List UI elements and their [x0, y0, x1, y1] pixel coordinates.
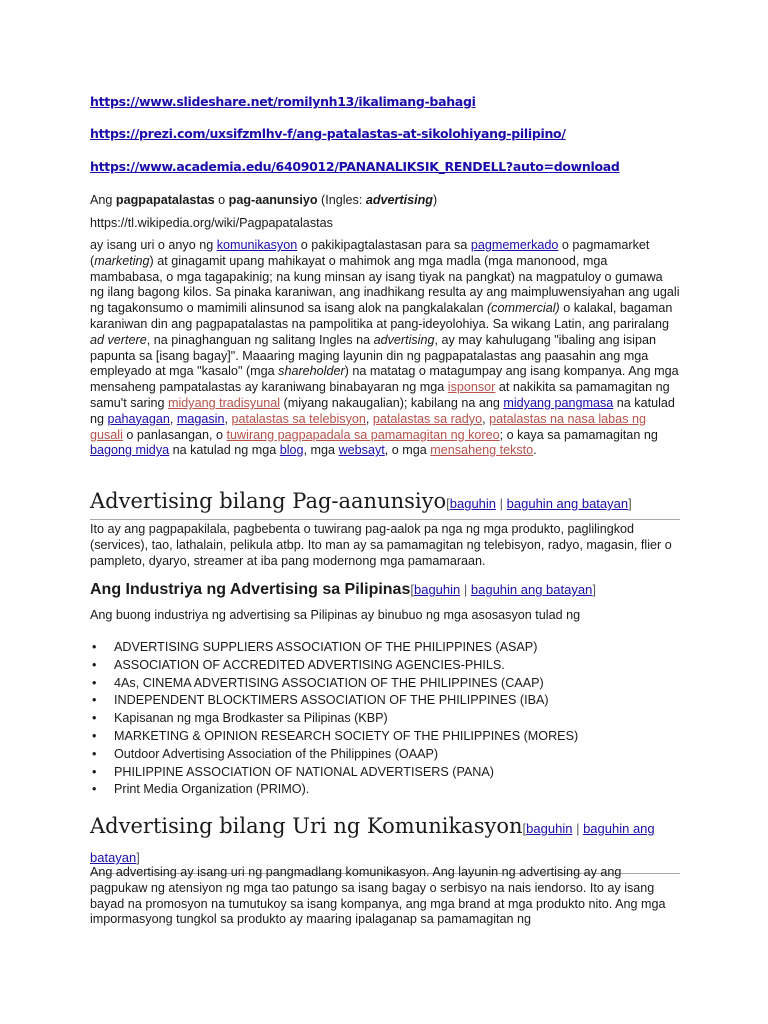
section-title: Advertising bilang Pag-aanunsiyo — [90, 489, 447, 513]
section-title: Ang Industriya ng Advertising sa Pilipinas — [90, 581, 411, 598]
link-midyang-pangmasa[interactable]: midyang pangmasa — [503, 395, 614, 410]
link-patalastas-radyo[interactable]: patalastas sa radyo — [372, 411, 483, 426]
link-blog[interactable]: blog — [279, 443, 304, 458]
source-link-slideshare[interactable]: https://www.slideshare.net/romilynh13/ikalimang-bahagi — [90, 94, 476, 109]
list-item: • PHILIPPINE ASSOCIATION OF NATIONAL ADVERTISERS (PANA) — [90, 764, 690, 782]
link-pagmemerkado[interactable]: pagmemerkado — [470, 238, 559, 252]
association-list — [90, 639, 690, 799]
term-pag-aanunsiyo: pag-aanunsiyo — [228, 193, 318, 207]
link-komunikasyon[interactable]: komunikasyon — [216, 238, 298, 252]
section2-paragraph: Ang buong industriya ng advertising sa Pilipinas ay binubuo ng mga asosasyon tulad ng — [90, 608, 581, 622]
edit-links: [baguhin | baguhin ang batayan] — [410, 582, 596, 597]
list-item: • Kapisanan ng mga Brodkaster sa Pilipinas (KBP) — [90, 710, 690, 728]
source-link-academia[interactable]: https://www.academia.edu/6409012/PANANALIKSIK_RENDELL?auto=download — [90, 159, 620, 174]
list-item: • ADVERTISING SUPPLIERS ASSOCIATION OF THE PHILIPPINES (ASAP) — [90, 639, 690, 657]
list-item: • INDEPENDENT BLOCKTIMERS ASSOCIATION OF THE PHILIPPINES (IBA) — [90, 692, 690, 710]
section-heading-pag-aanunsiyo — [90, 488, 680, 520]
section1-paragraph: Ito ay ang pagpapakilala, pagbebenta o tuwirang pag-aalok pa nga ng mga produkto, paglilingkod (services), tao, lathalain, pelikula atbp. Ito man ay sa pamamagitan ng telebisyon, radyo, magasin, flier o pampleto, dyaryo, streamer at iba pang modernong mga pamamaraan. — [90, 522, 672, 568]
list-item: • ASSOCIATION OF ACCREDITED ADVERTISING AGENCIES-PHILS. — [90, 657, 690, 675]
edit-link[interactable]: baguhin — [526, 821, 573, 836]
list-item: • MARKETING & OPINION RESEARCH SOCIETY OF THE PHILIPPINES (MORES) — [90, 728, 690, 746]
edit-links: [baguhin | baguhin ang batayan] — [90, 821, 655, 865]
section-heading-industriya — [90, 579, 680, 601]
term-pagpapatalastas: pagpapatalastas — [115, 193, 215, 207]
list-item: • Print Media Organization (PRIMO). — [90, 781, 690, 799]
section3-paragraph: Ang advertising ay isang uri ng pangmadlang komunikasyon. Ang layunin ng advertising ay ang pagpukaw ng atensiyon ng mga tao patungo sa isang bagay o serbisyo na nais iendorso. Ito ay isang bayad na promosyon na tumutukoy sa isang kompanya, ang mga brand at mga produkto nito. Ang mga impormasyong tungkol sa produkto ay maaring ipalaganap sa pamamagitan ng — [90, 865, 666, 927]
list-item: • Outdoor Advertising Association of the Philippines (OAAP) — [90, 746, 690, 764]
link-bagong-midya[interactable]: bagong midya — [90, 443, 170, 458]
intro-text: (Ingles: — [317, 193, 366, 207]
intro-line — [90, 193, 680, 209]
link-midyang-tradisyunal[interactable]: midyang tradisyunal — [168, 395, 281, 410]
edit-source-link[interactable]: baguhin ang batayan — [506, 496, 629, 511]
edit-links: [baguhin | baguhin ang batayan] — [446, 496, 632, 511]
link-mensaheng-teksto[interactable]: mensaheng teksto — [430, 443, 534, 458]
source-link-prezi[interactable]: https://prezi.com/uxsifzmlhv-f/ang-patalastas-at-sikolohiyang-pilipino/ — [90, 126, 566, 141]
intro-text: ) — [433, 193, 438, 207]
intro-text: o — [214, 193, 229, 207]
link-tuwirang-pagpapadala[interactable]: tuwirang pagpapadala sa pamamagitan ng koreo — [226, 427, 500, 442]
link-patalastas-telebisyon[interactable]: patalastas sa telebisyon — [231, 411, 366, 426]
link-isponsor[interactable]: isponsor — [447, 380, 496, 395]
section-title: Advertising bilang Uri ng Komunikasyon — [90, 814, 523, 838]
link-magasin[interactable]: magasin — [176, 411, 225, 426]
term-advertising: advertising — [365, 193, 433, 207]
list-item: • 4As, CINEMA ADVERTISING ASSOCIATION OF THE PHILIPPINES (CAAP) — [90, 675, 690, 693]
edit-source-link[interactable]: baguhin ang batayan — [90, 821, 655, 865]
body-paragraph: ay isang uri o anyo ng komunikasyon o pakikipagtalastasan para sa pagmemerkado o pagmamarket (marketing) at ginagamit upang mahikayat o mahimok ang mga madla (mga manonood, mga mambabasa, o mga tagapakinig; na kung minsan ay isang tiyak na pangkat) na magpatuloy o gumawa ng ilang bagong kilos. Sa pinaka karaniwan, ang inadhikang resulta ay ang maimpluwensiyahan ang ugali ng tagakonsumo o mamimili alinsunod sa isang alok na pangkalakalan (commercial) o kalakal, bagaman karaniwan din ang pagpapatalastas na pampolitika at pang-ideyolohiya. Sa wikang Latin, ang pariralang ad vertere, na pinaghanguan ng salitang Ingles na advertising, ay may kahulugang "ibaling ang isipan papunta sa [isang bagay]". Maaaring maging layunin din ng pagpapatalastas ang paasahin ang mga empleyado at mga "kasalo" (mga shareholder) na matatag o matagumpay ang isang kompanya. Ang mga mensaheng pampatalastas ay karaniwang binabayaran ng mga isponsor at nakikita sa pamamagitan ng samu't saring midyang tradisyunal (miyang nakaugalian); kabilang na ang midyang pangmasa na katulad ng pahayagan, magasin, patalastas sa telebisyon, patalastas sa radyo, patalastas na nasa labas ng gusali o panlasangan, o tuwirang pagpapadala sa pamamagitan ng koreo; o kaya sa pamamagitan ng bagong midya na katulad ng mga blog, mga websayt, o mga mensaheng teksto. — [90, 238, 680, 458]
edit-link[interactable]: baguhin — [449, 496, 497, 511]
link-websayt[interactable]: websayt — [338, 443, 385, 458]
link-pahayagan[interactable]: pahayagan — [107, 411, 170, 426]
link-patalastas-labas-gusali[interactable]: patalastas na nasa labas ng gusali — [90, 411, 646, 442]
intro-text: Ang — [90, 193, 116, 207]
wiki-url-text: https://tl.wikipedia.org/wiki/Pagpapatalastas — [90, 216, 333, 230]
edit-source-link[interactable]: baguhin ang batayan — [470, 582, 593, 597]
edit-link[interactable]: baguhin — [413, 582, 461, 597]
